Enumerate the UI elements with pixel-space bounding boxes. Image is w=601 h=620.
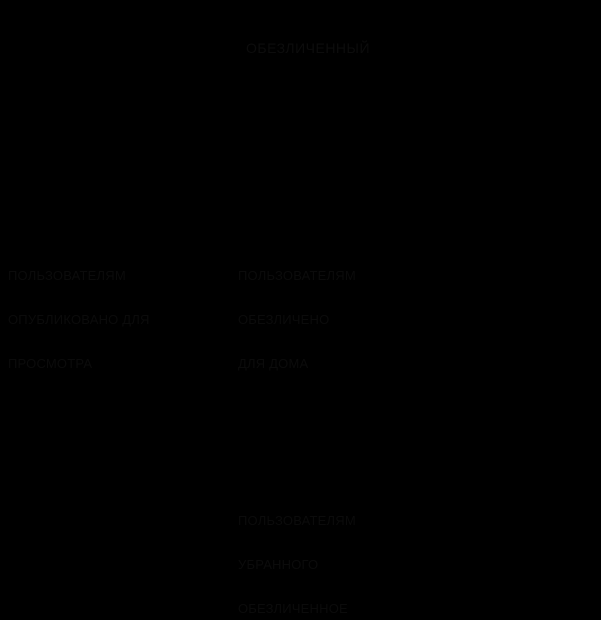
text-block-bottom-line-3: ОБЕЗЛИЧЕННОЕ — [238, 601, 348, 616]
text-block-left-line-1: ПОЛЬЗОВАТЕЛЯМ — [8, 268, 126, 283]
page-title: ОБЕЗЛИЧЕННЫЙ — [246, 40, 371, 56]
text-block-right-line-2: ОБЕЗЛИЧЕНО — [238, 312, 330, 327]
text-block-right-line-3: ДЛЯ ДОМА — [238, 356, 309, 371]
text-block-left — [8, 243, 150, 375]
text-block-right — [238, 243, 356, 375]
text-block-left-line-3: ПРОСМОТРА — [8, 356, 93, 371]
text-block-right-line-1: ПОЛЬЗОВАТЕЛЯМ — [238, 268, 356, 283]
text-block-left-line-2: ОПУБЛИКОВАНО ДЛЯ — [8, 312, 150, 327]
text-block-bottom-line-2: УБРАННОГО — [238, 557, 319, 572]
text-block-bottom — [238, 488, 356, 620]
text-block-bottom-line-1: ПОЛЬЗОВАТЕЛЯМ — [238, 513, 356, 528]
